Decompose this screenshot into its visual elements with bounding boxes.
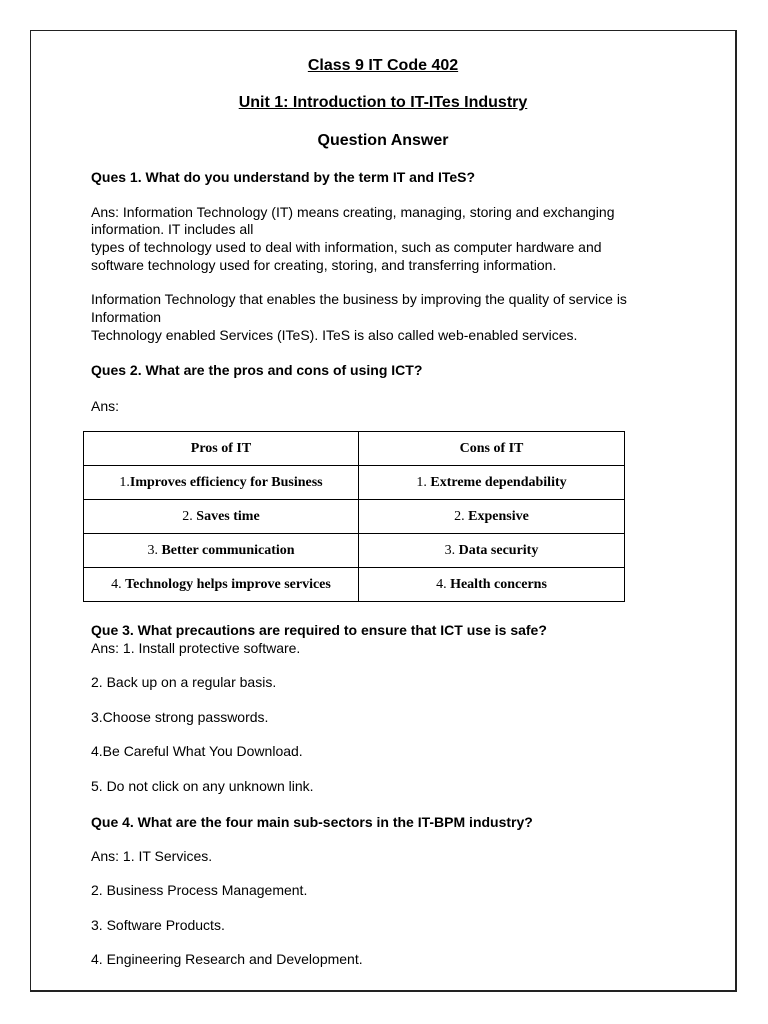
answer-1b-line: Information <box>91 309 162 325</box>
table-header-cons: Cons of IT <box>359 432 625 466</box>
table-row <box>84 568 625 602</box>
pro-cell <box>84 466 359 500</box>
con-cell <box>359 500 625 534</box>
pro-text: Saves time <box>196 508 260 524</box>
question-1-prefix: Ques 1 <box>91 169 138 185</box>
question-1 <box>91 169 475 185</box>
answer-3-item: 5. Do not click on any unknown link. <box>91 778 314 794</box>
con-text: Data security <box>458 542 539 558</box>
pro-text: Improves efficiency for Business <box>129 474 323 490</box>
table-header-pros: Pros of IT <box>84 432 359 466</box>
pro-number: 2. <box>182 508 197 524</box>
answer-1b-line: Technology enabled Services (ITeS). ITeS is also called web-enabled services. <box>91 327 578 343</box>
answer-3-item: 4.Be Careful What You Download. <box>91 743 303 759</box>
question-4: Que 4. What are the four main sub-sectors in the IT-BPM industry? <box>91 814 533 830</box>
course-title: Class 9 IT Code 402 <box>307 57 459 74</box>
table-header-row <box>84 432 625 466</box>
answer-1-line: software technology used for creating, storing, and transferring information. <box>91 257 557 273</box>
answer-1-line: Ans: Information Technology (IT) means creating, managing, storing and exchanging <box>91 204 615 220</box>
answer-4-item: 4. Engineering Research and Development. <box>91 951 363 967</box>
answer-4-item: 2. Business Process Management. <box>91 882 308 898</box>
con-cell <box>359 568 625 602</box>
pros-cons-table <box>83 431 625 602</box>
question-3: Que 3. What precautions are required to ensure that ICT use is safe? <box>91 622 547 638</box>
table-row <box>84 500 625 534</box>
answer-4-item: 3. Software Products. <box>91 917 225 933</box>
question-2: Ques 2. What are the pros and cons of using ICT? <box>91 362 423 378</box>
pro-number: 4. <box>111 576 126 592</box>
con-number: 3. <box>444 542 459 558</box>
con-text: Health concerns <box>450 576 547 592</box>
answer-4-item: Ans: 1. IT Services. <box>91 848 213 864</box>
pro-number: 1. <box>119 474 130 490</box>
section-title: Question Answer <box>317 132 449 149</box>
pro-number: 3. <box>147 542 162 558</box>
answer-3-item: 2. Back up on a regular basis. <box>91 674 277 690</box>
con-cell <box>359 466 625 500</box>
document-page <box>30 30 737 992</box>
con-number: 1. <box>416 474 431 490</box>
pro-cell <box>84 500 359 534</box>
con-text: Expensive <box>468 508 529 524</box>
answer-2-label: Ans: <box>91 398 120 414</box>
table-row <box>84 466 625 500</box>
pro-text: Better communication <box>161 542 295 558</box>
answer-3-item: 3.Choose strong passwords. <box>91 709 269 725</box>
pro-cell <box>84 568 359 602</box>
pro-cell <box>84 534 359 568</box>
answer-3-item: Ans: 1. Install protective software. <box>91 640 301 656</box>
table-row <box>84 534 625 568</box>
answer-1-line: information. IT includes all <box>91 221 254 237</box>
question-1-text: . What do you understand by the term IT and ITeS? <box>137 169 476 185</box>
con-cell <box>359 534 625 568</box>
pro-text: Technology helps improve services <box>125 576 331 592</box>
con-number: 2. <box>454 508 469 524</box>
con-number: 4. <box>436 576 451 592</box>
answer-1b-line: Information Technology that enables the business by improving the quality of service is <box>91 291 627 307</box>
answer-1-line: types of technology used to deal with information, such as computer hardware and <box>91 239 602 255</box>
unit-title: Unit 1: Introduction to IT-ITes Industry <box>238 94 528 111</box>
con-text: Extreme dependability <box>430 474 567 490</box>
